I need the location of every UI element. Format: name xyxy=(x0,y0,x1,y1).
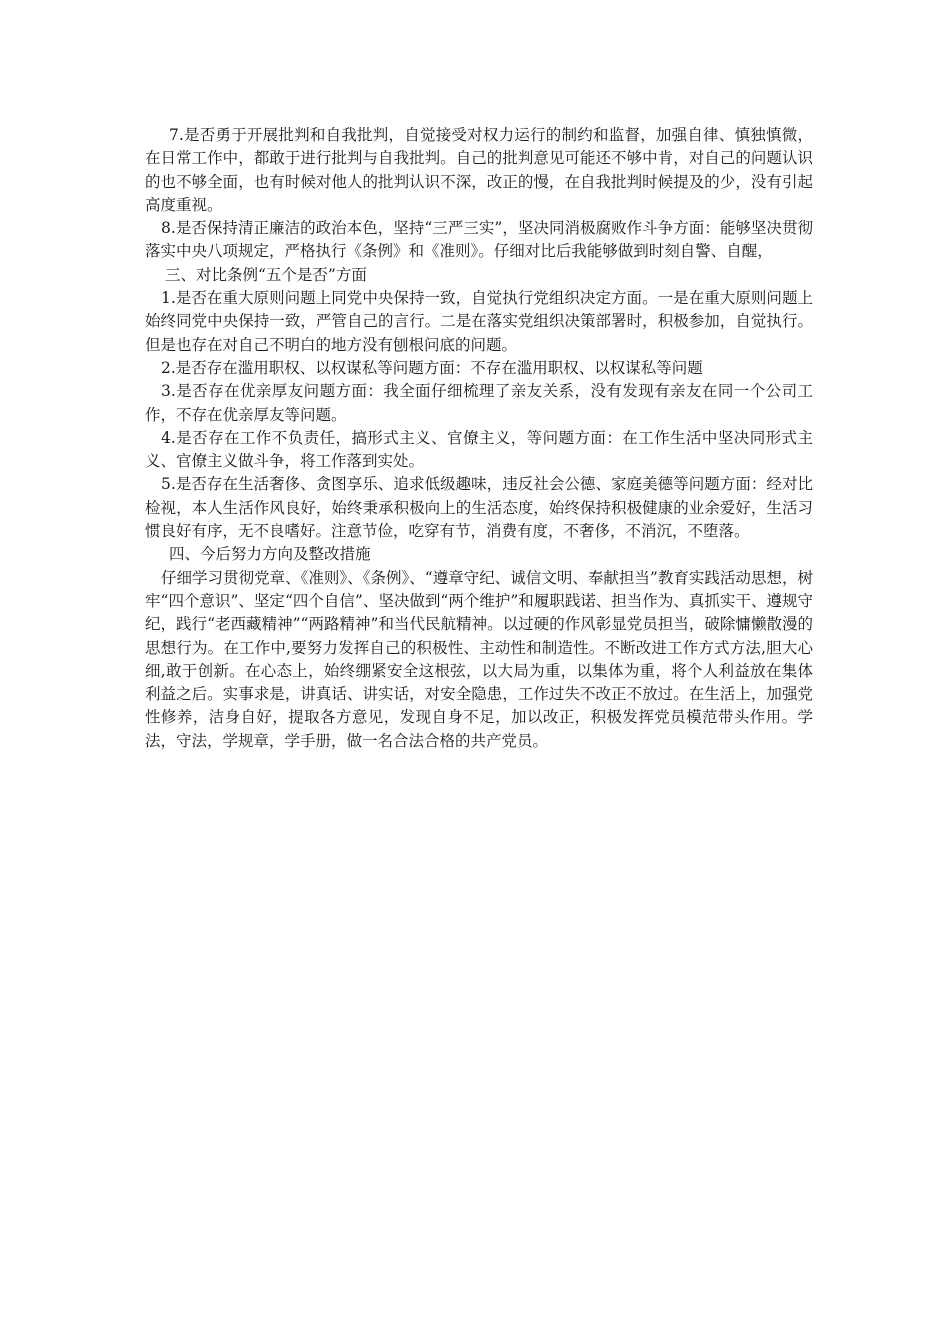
section4-body: 仔细学习贯彻党章、《准则》、《条例》、“遵章守纪、诚信文明、奉献担当”教育实践活动思想，树牢“四个意识”、坚定“四个自信”、坚决做到“两个维护”和履职践诺、担当作为、真抓实干、遵规守纪，践行“老西藏精神”“两路精神”和当代民航精神。以过硬的作风彰显党员担当，破除慵懒散漫的思想行为。在工作中,要努力发挥自己的积极性、主动性和制造性。不断改进工作方式方法,胆大心细,敢于创新。在心态上，始终绷紧安全这根弦，以大局为重，以集体为重，将个人利益放在集体利益之后。实事求是，讲真话、讲实话，对安全隐患，工作过失不改正不放过。在生活上，加强党性修养，洁身自好，提取各方意见，发现自身不足，加以改正，积极发挥党员模范带头作用。学法，守法，学规章，学手册，做一名合法合格的共产党员。 xyxy=(145,568,813,750)
section-heading-3: 三、对比条例“五个是否”方面 xyxy=(165,265,367,284)
section3-item-4: 4.是否存在工作不负责任，搞形式主义、官僚主义，等问题方面：在工作生活中坚决同形式主义、官僚主义做斗争，将工作落到实处。 xyxy=(145,428,813,471)
section3-item-3: 3.是否存在优亲厚友问题方面：我全面仔细梳理了亲友关系，没有发现有亲友在同一个公司工作，不存在优亲厚友等问题。 xyxy=(145,382,813,424)
paragraph-item-7: 7.是否勇于开展批判和自我批判，自觉接受对权力运行的制约和监督，加强自律、慎独慎微，在日常工作中，都敢于进行批判与自我批判。自己的批判意见可能还不够中肯，对自己的问题认识的也不够全面，也有时候对他人的批判认识不深，改正的慢，在自我批判时候提及的少，没有引起高度重视。 xyxy=(145,126,813,214)
document-body xyxy=(145,124,813,753)
section-heading-4: 四、今后努力方向及整改措施 xyxy=(169,545,371,564)
paragraph-item-8: 8.是否保持清正廉洁的政治本色，坚持“三严三实”，坚决同消极腐败作斗争方面：能够坚决贯彻落实中央八项规定，严格执行《条例》和《准则》。仔细对比后我能够做到时刻自警、自醒， xyxy=(145,219,813,261)
section3-item-5: 5.是否存在生活奢侈、贪图享乐、追求低级趣味，违反社会公德、家庭美德等问题方面：经对比检视，本人生活作风良好，始终秉承积极向上的生活态度，始终保持积极健康的业余爱好，生活习惯良好有序，无不良嗜好。注意节俭，吃穿有节，消费有度，不奢侈，不消沉，不堕落。 xyxy=(145,475,813,541)
section3-item-1: 1.是否在重大原则问题上同党中央保持一致，自觉执行党组织决定方面。一是在重大原则问题上始终同党中央保持一致，严管自己的言行。二是在落实党组织决策部署时，积极参加，自觉执行。但是也存在对自己不明白的地方没有刨根问底的问题。 xyxy=(145,289,813,354)
section3-item-2: 2.是否存在滥用职权、以权谋私等问题方面：不存在滥用职权、以权谋私等问题 xyxy=(161,358,703,377)
